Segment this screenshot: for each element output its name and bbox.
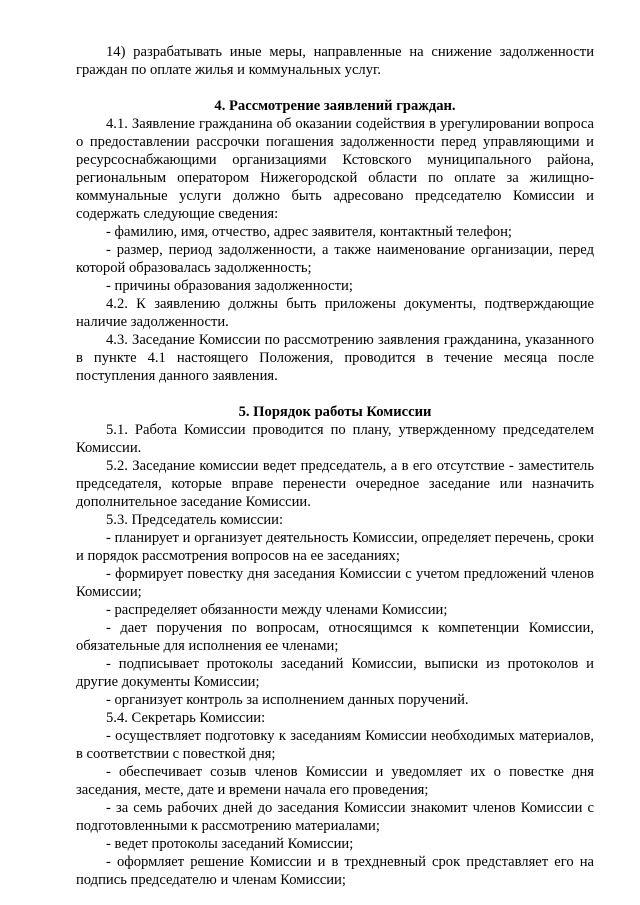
list-item: - за семь рабочих дней до заседания Комиссии знакомит членов Комиссии с подготовленными к рассмотрению материалами;	[76, 800, 594, 834]
list-item: - причины образования задолженности;	[106, 278, 353, 294]
document-page	[76, 43, 594, 889]
list-item: - размер, период задолженности, а также наименование организации, перед которой образовалась задолженность;	[76, 242, 594, 276]
paragraph-4-1: 4.1. Заявление гражданина об оказании содействия в урегулировании вопроса о предоставлении рассрочки погашения задолженности перед управляющими и ресурсоснабжающими организациями Кстовского муниципального района, региональным оператором Нижегородской области по оплате за жилищно-коммунальные услуги должно быть адресовано председателю Комиссии и содержать следующие сведения:	[76, 116, 594, 222]
list-item: - дает поручения по вопросам, относящимся к компетенции Комиссии, обязательные для исполнения ее членами;	[76, 620, 594, 654]
section-5-heading: 5. Порядок работы Комиссии	[238, 404, 432, 420]
list-item: - организует контроль за исполнением данных поручений.	[106, 692, 469, 708]
list-item: - обеспечивает созыв членов Комиссии и уведомляет их о повестке дня заседания, месте, дате и времени начала его проведения;	[76, 764, 594, 798]
section-4-heading: 4. Рассмотрение заявлений граждан.	[214, 98, 456, 114]
paragraph-5-2: 5.2. Заседание комиссии ведет председатель, а в его отсутствие - заместитель председателя, которые вправе перенести очередное заседание или назначить дополнительное заседание Комиссии.	[76, 458, 594, 510]
list-item: - осуществляет подготовку к заседаниям Комиссии необходимых материалов, в соответствии с повесткой дня;	[76, 728, 594, 762]
item-14: 14) разрабатывать иные меры, направленные на снижение задолженности граждан по оплате жилья и коммунальных услуг.	[76, 44, 594, 78]
paragraph-4-3: 4.3. Заседание Комиссии по рассмотрению заявления гражданина, указанного в пункте 4.1 настоящего Положения, проводится в течение месяца после поступления данного заявления.	[76, 332, 594, 384]
list-item: - планирует и организует деятельность Комиссии, определяет перечень, сроки и порядок рассмотрения вопросов на ее заседаниях;	[76, 530, 594, 564]
paragraph-5-3: 5.3. Председатель комиссии:	[106, 512, 284, 528]
list-item: - фамилию, имя, отчество, адрес заявителя, контактный телефон;	[106, 224, 512, 240]
paragraph-5-1: 5.1. Работа Комиссии проводится по плану, утвержденному председателем Комиссии.	[76, 422, 594, 456]
list-item: - распределяет обязанности между членами Комиссии;	[106, 602, 448, 618]
list-item: - ведет протоколы заседаний Комиссии;	[106, 836, 354, 852]
list-item: - подписывает протоколы заседаний Комиссии, выписки из протоколов и другие документы Комиссии;	[76, 656, 594, 690]
list-item: - оформляет решение Комиссии и в трехдневный срок представляет его на подпись председателю и членам Комиссии;	[76, 854, 594, 888]
paragraph-5-4: 5.4. Секретарь Комиссии:	[106, 710, 266, 726]
list-item: - формирует повестку дня заседания Комиссии с учетом предложений членов Комиссии;	[76, 566, 594, 600]
paragraph-4-2: 4.2. К заявлению должны быть приложены документы, подтверждающие наличие задолженности.	[76, 296, 594, 330]
